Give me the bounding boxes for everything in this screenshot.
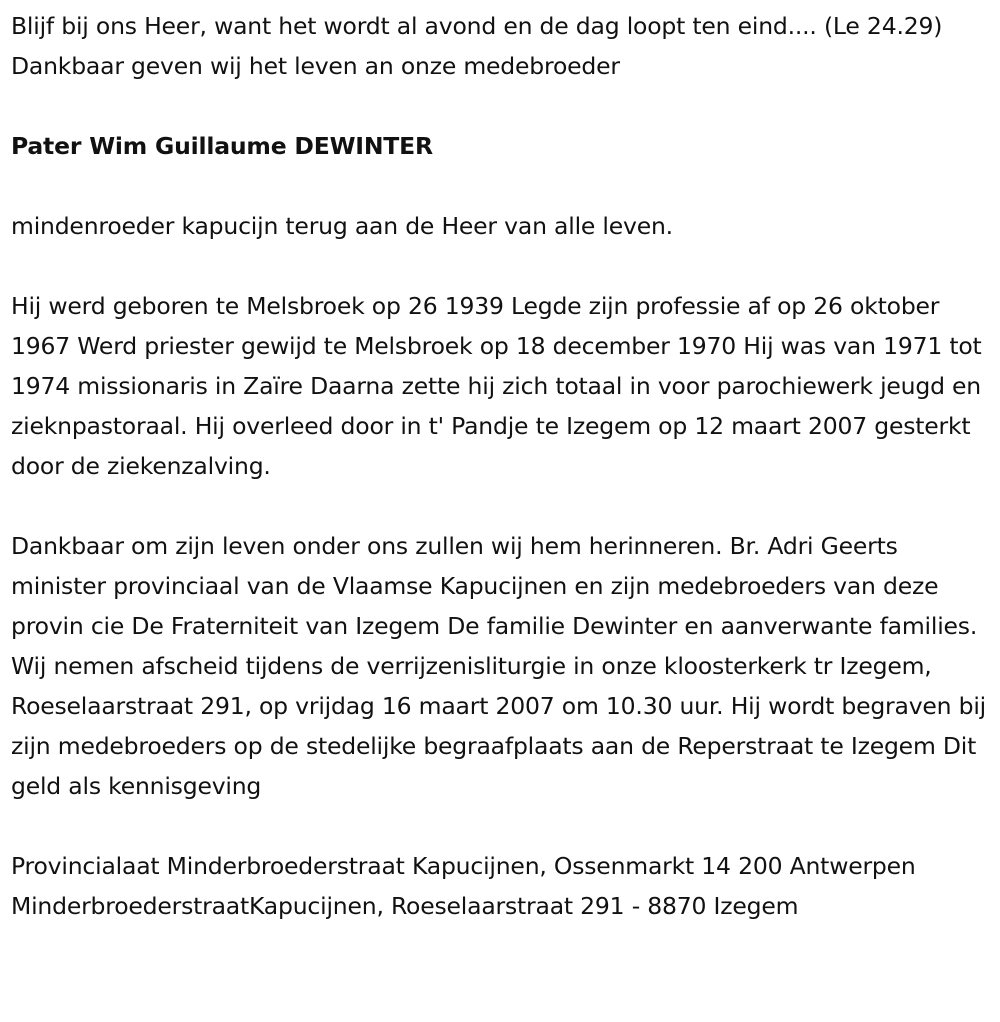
funeral-announcement-paragraph: Dankbaar om zijn leven onder ons zullen wij hem herinneren. Br. Adri Geerts minister provinciaal van de Vlaamse Kapucijnen en zijn medebroeders van deze provin cie De Fraterniteit van Izegem De familie Dewinter en aanverwante families. Wij nemen afscheid tijdens de verrijzenisliturgie in onze kloosterkerk tr Izegem, Roeselaarstraat 291, op vrijdag 16 maart 2007 om 10.30 uur. Hij wordt begraven bij zijn medebroeders op de stedelijke begraafplaats aan de Reperstraat te Izegem Dit geld als kennisgeving [11,532,987,800]
opening-verse-paragraph: Blijf bij ons Heer, want het wordt al avond en de dag loopt ten eind.... (Le 24.29) Dankbaar geven wij het leven an onze medebroeder [11,12,943,80]
biography-paragraph: Hij werd geboren te Melsbroek op 26 1939 Legde zijn professie af op 26 oktober 1967 Werd priester gewijd te Melsbroek op 18 december 1970 Hij was van 1971 tot 1974 missionaris in Zaïre Daarna zette hij zich totaal in voor parochiewerk jeugd en zieknpastoraal. Hij overleed door in t' Pandje te Izegem op 12 maart 2007 gesterkt door de ziekenzalving. [11,292,982,480]
return-to-lord-paragraph: mindenroeder kapucijn terug aan de Heer van alle leven. [11,212,673,240]
addresses-paragraph: Provincialaat Minderbroederstraat Kapucijnen, Ossenmarkt 14 200 Antwerpen MinderbroederstraatKapucijnen, Roeselaarstraat 291 - 8870 Izegem [11,852,916,920]
obituary-document [11,6,993,926]
deceased-name-heading: Pater Wim Guillaume DEWINTER [11,132,433,160]
